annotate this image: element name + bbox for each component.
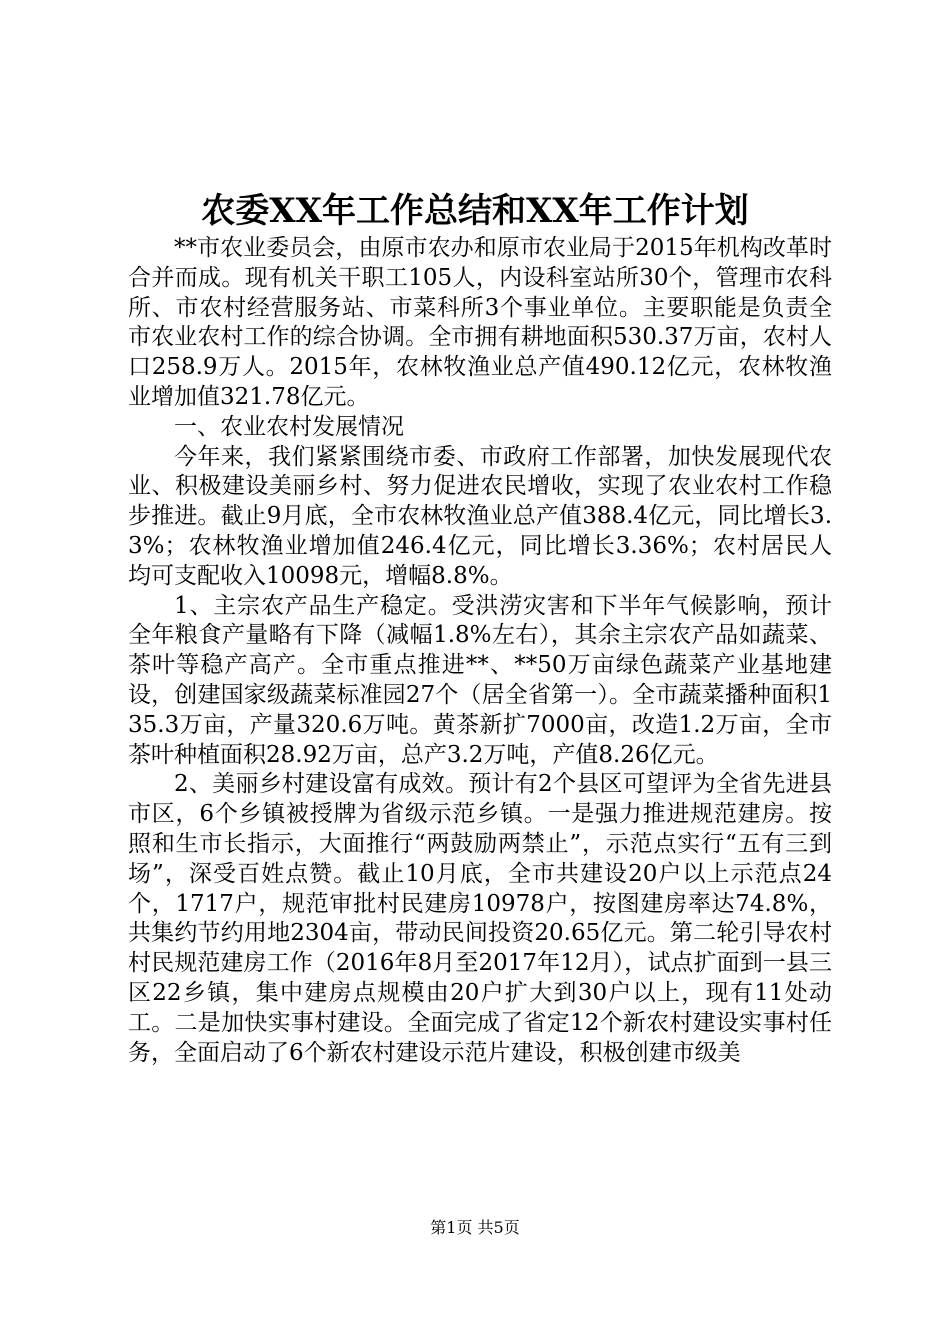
document-body — [128, 234, 832, 1068]
paragraph-intro: **市农业委员会，由原市农办和原市农业局于2015年机构改革时合并而成。现有机关干职工105人，内设科室站所30个，管理市农科所、市农村经营服务站、市菜科所3个事业单位。主要职能是负责全市农业农村工作的综合协调。全市拥有耕地面积530.37万亩，农村人口258.9万人。2015年，农林牧渔业总产值490.12亿元，农林牧渔业增加值321.78亿元。 — [128, 235, 832, 410]
paragraph-item-1: 1、主宗农产品生产稳定。受洪涝灾害和下半年气候影响，预计全年粮食产量略有下降（减幅1.8%左右），其余主宗农产品如蔬菜、茶叶等稳产高产。全市重点推进**、**50万亩绿色蔬菜产业基地建设，创建国家级蔬菜标准园27个（居全省第一）。全市蔬菜播种面积135.3万亩，产量320.6万吨。黄茶新扩7000亩，改造1.2万亩，全市茶叶种植面积28.92万亩，总产3.2万吨，产值8.26亿元。 — [128, 592, 832, 768]
document-title: 农委XX年工作总结和XX年工作计划 — [201, 191, 749, 231]
paragraph-overview: 今年来，我们紧紧围绕市委、市政府工作部署，加快发展现代农业、积极建设美丽乡村、努力促进农民增收，实现了农业农村工作稳步推进。截止9月底，全市农林牧渔业总产值388.4亿元，同比增长3.3%；农林牧渔业增加值246.4亿元，同比增长3.36%；农村居民人均可支配收入10098元，增幅8.8%。 — [128, 443, 832, 589]
section-heading: 一、农业农村发展情况 — [174, 413, 404, 440]
page-footer: 第1页 共5页 — [430, 1218, 520, 1237]
paragraph-item-2: 2、美丽乡村建设富有成效。预计有2个县区可望评为全省先进县市区，6个乡镇被授牌为省级示范乡镇。一是强力推进规范建房。按照和生市长指示，大面推行“两鼓励两禁止”，示范点实行“五有三到场”，深受百姓点赞。截止10月底，全市共建设20户以上示范点24个，1717户，规范审批村民建房10978户，按图建房率达74.8%，共集约节约用地2304亩，带动民间投资20.65亿元。第二轮引导农村村民规范建房工作（2016年8月至2017年12月），试点扩面到一县三区22乡镇，集中建房点规模由20户扩大到30户以上，现有11处动工。二是加快实事村建设。全面完成了省定12个新农村建设实事村任务，全面启动了6个新农村建设示范片建设，积极创建市级美 — [128, 771, 832, 1066]
